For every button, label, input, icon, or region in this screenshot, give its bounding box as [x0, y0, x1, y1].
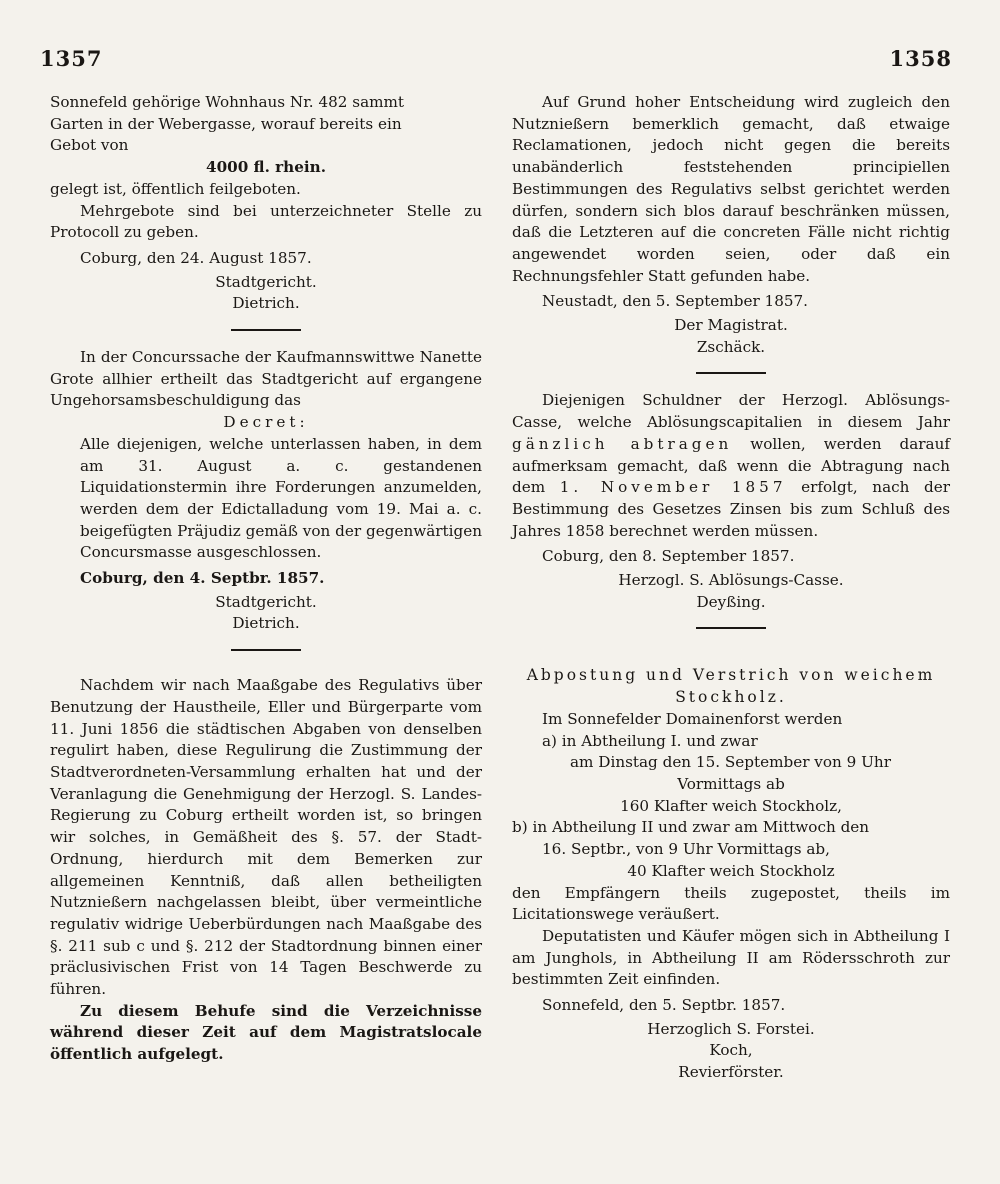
- authority-name: Stadtgericht.: [215, 592, 317, 611]
- paragraph: [512, 390, 950, 542]
- authority-name: Der Magistrat.: [674, 316, 788, 335]
- notice-tax-regulation-continued: [512, 92, 950, 358]
- notice-date: Sonnefeld, den 5. Septbr. 1857.: [542, 996, 786, 1015]
- paragraph: Zu diesem Behufe sind die Verzeichnisse während dieser Zeit auf dem Magistratslocale öffentlich aufgelegt.: [50, 1001, 482, 1064]
- decree-heading: Decret:: [223, 413, 309, 432]
- notice-concurs-decree: [50, 347, 482, 635]
- text-run: wollen, werden darauf aufmerksam gemacht, daß wenn die Abtragung nach dem: [512, 434, 950, 497]
- paragraph: In der Concurssache der Kaufmannswittwe Nanette Grote allhier ertheilt das Stadtgericht auf ergangene Ungehorsamsbeschuldigung das: [50, 348, 482, 410]
- authority-name: Stadtgericht.: [215, 272, 317, 291]
- section-divider: [696, 627, 766, 629]
- page-number-left: 1357: [40, 46, 103, 71]
- signature: Deyßing.: [696, 592, 766, 611]
- paragraph: Deputatisten und Käufer mögen sich in Abtheilung I am Junghols, in Abtheilung II am Rödersschroth zur bestimmten Zeit einfinden.: [512, 926, 950, 989]
- list-item-b-detail: 16. Septbr., von 9 Uhr Vormittags ab,: [542, 840, 830, 859]
- text-line: Garten in der Webergasse, worauf bereits ein: [50, 114, 402, 133]
- spaced-emphasis: 1. November 1857: [559, 478, 787, 497]
- list-item-a: a) in Abtheilung I. und zwar: [542, 731, 758, 750]
- notice-date: Coburg, den 4. Septbr. 1857.: [80, 569, 325, 588]
- signature: Dietrich.: [232, 614, 300, 633]
- text-line: Gebot von: [50, 136, 129, 155]
- text-line: gelegt ist, öffentlich feilgeboten.: [50, 179, 301, 198]
- text-run: erfolgt, nach der Bestimmung des Gesetzes Zinsen bis zum Schluß des Jahres 1858 berechnet werden müssen.: [512, 478, 951, 540]
- list-item-b: b) in Abtheilung II und zwar am Mittwoch den: [512, 818, 870, 837]
- list-item-a-detail: Vormittags ab: [677, 774, 785, 793]
- signature: Zschäck.: [696, 337, 766, 356]
- list-item-b-quantity: 40 Klafter weich Stockholz: [627, 861, 835, 880]
- notice-date: Neustadt, den 5. September 1857.: [542, 292, 809, 311]
- notice-title: Abpostung und Verstrich von weichem Stockholz.: [526, 666, 936, 707]
- paragraph: den Empfängern theils zugepostet, theils im Licitationswege veräußert.: [512, 883, 950, 924]
- paragraph: Mehrgebote sind bei unterzeichneter Stelle zu Protocoll zu geben.: [50, 201, 482, 242]
- notice-redemption-fund: [512, 390, 950, 613]
- notice-house-auction: [50, 92, 482, 315]
- authority-name: Herzoglich S. Forstei.: [647, 1019, 815, 1038]
- list-item-a-detail: am Dinstag den 15. September von 9 Uhr: [570, 753, 891, 772]
- notice-date: Coburg, den 24. August 1857.: [80, 248, 312, 267]
- decree-body: Alle diejenigen, welche unterlassen haben, in dem am 31. August a. c. gestandenen Liquidationstermin ihre Forderungen anzumelden, werden dem der Edictalladung vom 19. Mai a. c. beigefügten Präjudiz gemäß von der gegenwärtigen Concursmasse ausgeschlossen.: [80, 434, 482, 562]
- paragraph: Auf Grund hoher Entscheidung wird zugleich den Nutznießern bemerklich gemacht, daß etwaige Reclamationen, jedoch nicht gegen die bereits unabänderlich feststehenden principiellen Bestimmungen des Regulativs selbst gerichtet werden dürfen, sondern sich blos darauf beschränken müssen, daß die Letzteren auf die concreten Fälle nicht richtig angewendet worden seien, oder daß ein Rechnungsfehler Statt gefunden habe.: [512, 93, 950, 285]
- signature: Koch,: [709, 1041, 753, 1060]
- text-run: Diejenigen Schuldner der Herzogl. Ablösungs-Casse, welche Ablösungscapitalien in diesem Jahr: [512, 391, 950, 432]
- signature-title: Revierförster.: [678, 1063, 784, 1082]
- paragraph: Nachdem wir nach Maaßgabe des Regulativs über Benutzung der Haustheile, Eller und Bürgerparte vom 11. Juni 1856 die städtischen Abgaben von denselben regulirt haben, diese Regulirung die Zustimmung der Stadtverordneten-Versammlung erhalten hat und der Veranlagung die Genehmigung der Herzogl. S. Landes-Regierung zu Coburg ertheilt worden ist, so bringen wir solches, in Gemäßheit des §. 57. der Stadt-Ordnung, hierdurch mit dem Bemerken zur allgemeinen Kenntniß, daß allen betheiligten Nutznießern nachgelassen bleibt, über vermeintliche regulativ widrige Ueberbürdungen nach Maaßgabe des §. 211 sub c und §. 212 der Stadtordnung binnen einer präclusivischen Frist von 14 Tagen Beschwerde zu führen.: [50, 676, 482, 999]
- left-column: [50, 92, 482, 1066]
- paragraph: Im Sonnefelder Domainenforst werden: [542, 709, 843, 728]
- text-line: Sonnefeld gehörige Wohnhaus Nr. 482 sammt: [50, 93, 405, 111]
- authority-name: Herzogl. S. Ablösungs-Casse.: [618, 571, 844, 590]
- section-divider: [231, 649, 301, 651]
- right-column: [512, 92, 950, 1084]
- spaced-emphasis: gänzlich abtragen: [512, 434, 733, 453]
- notice-stockholz-auction: [512, 665, 950, 1083]
- list-item-a-quantity: 160 Klafter weich Stockholz,: [620, 796, 842, 815]
- page-number-right: 1358: [889, 46, 952, 71]
- notice-date: Coburg, den 8. September 1857.: [542, 547, 795, 566]
- section-divider: [696, 372, 766, 374]
- signature: Dietrich.: [232, 294, 300, 313]
- notice-tax-regulation: [50, 675, 482, 1066]
- section-divider: [231, 329, 301, 331]
- bid-amount: 4000 fl. rhein.: [206, 158, 326, 177]
